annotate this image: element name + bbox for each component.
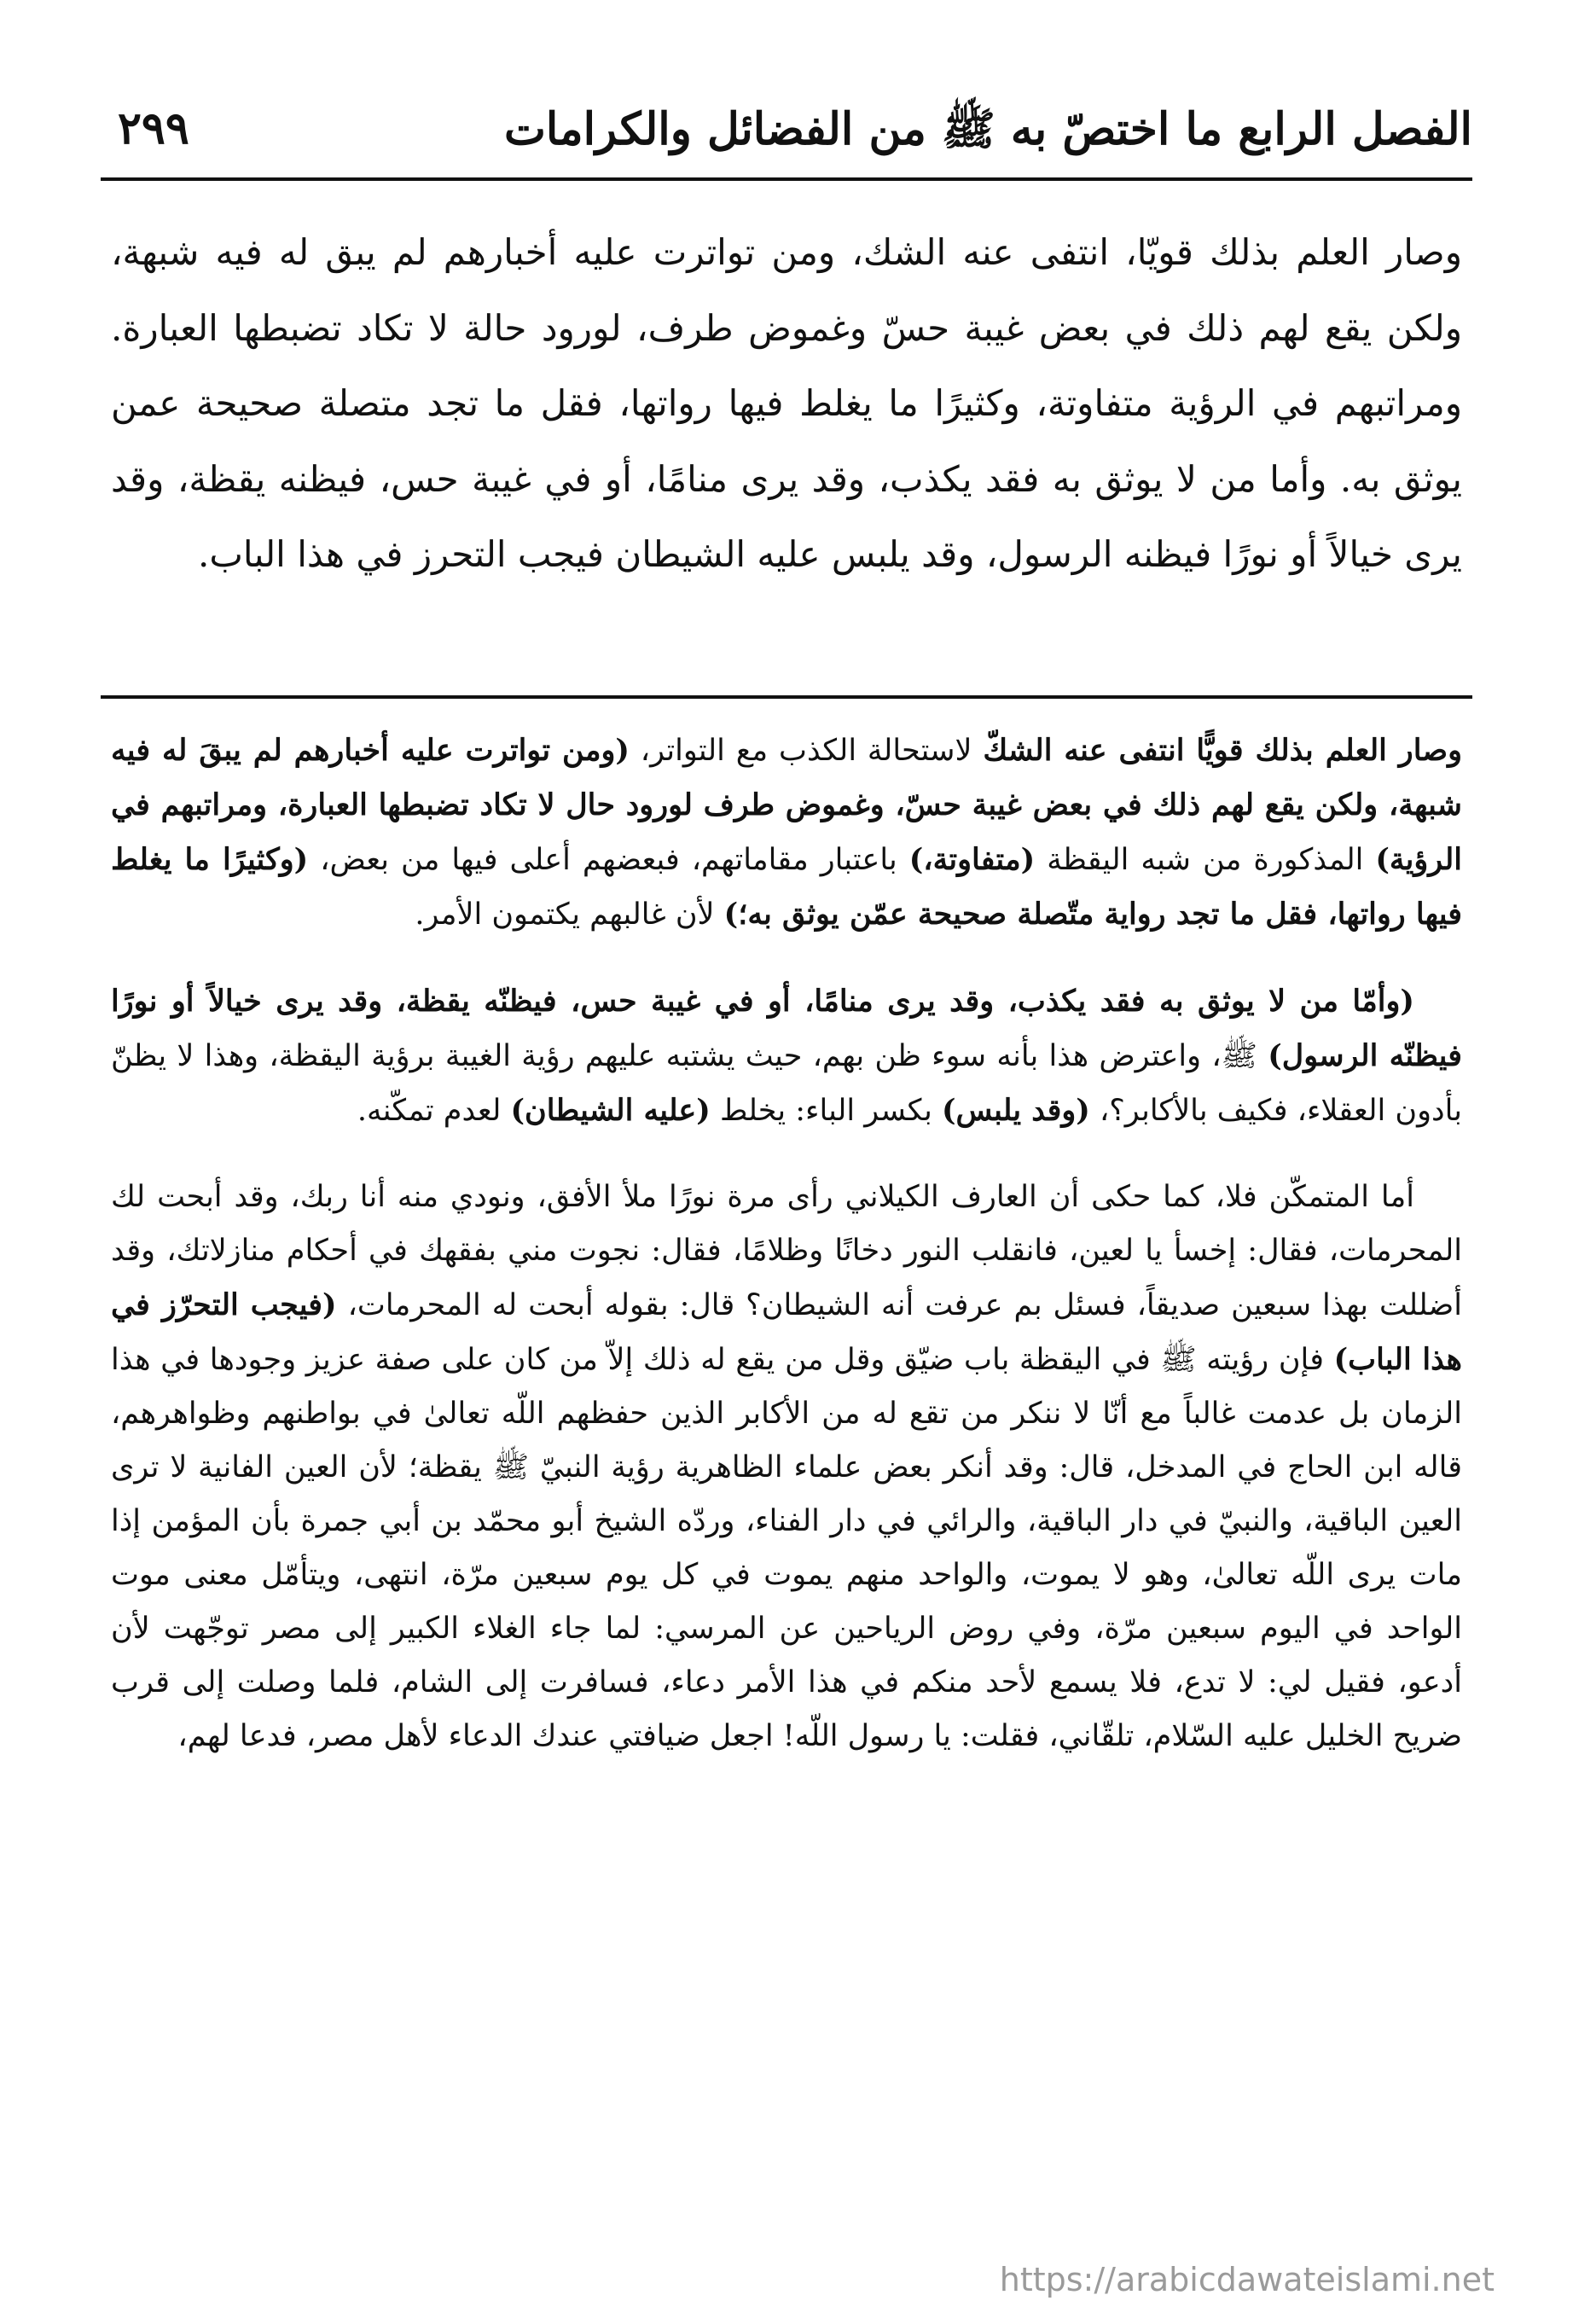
quoted-text-segment: (وكثيرًا ما يغلط فيها رواتها، فقل ما تجد رواية متّصلة صحيحة عمّن يوثق به؛) [111, 842, 1462, 932]
commentary-paragraph-3 [111, 1171, 1462, 1763]
commentary-text-segment: المذكورة من شبه اليقظة [1035, 843, 1376, 877]
commentary-divider [101, 695, 1472, 699]
commentary-paragraph-2 [111, 974, 1462, 1138]
quoted-text-segment: (وأمّا من لا يوثق به فقد يكذب، وقد يرى منامًا، أو في غيبة حس، فيظنّه يقظة، وقد يرى خيالاً أو نورًا فيظنّه الرسول) [111, 984, 1462, 1073]
commentary-text-segment: بكسر الباء: يخلط [710, 1094, 942, 1128]
quoted-text-segment: (متفاوتة،) [908, 842, 1036, 877]
quoted-text-segment: (فيجب التحرّز في هذا الباب) [111, 1287, 1462, 1377]
commentary-text-segment: لعدم تمكّنه. [357, 1094, 511, 1128]
quoted-text-segment: (وقد يلبس) [941, 1093, 1090, 1128]
commentary-text-segment: لأن غالبهم يكتمون الأمر. [415, 898, 724, 932]
main-text: وصار العلم بذلك قويّا، انتفى عنه الشك، ومن تواترت عليه أخبارهم لم يبق له فيه شبهة، ولكن يقع لهم ذلك في بعض غيبة حسّ وغموض طرف، لورود حالة لا تكاد تضبطها العبارة. ومراتبهم في الرؤية متفاوتة، وكثيرًا ما يغلط فيها رواتها، فقل ما تجد متصلة صحيحة عمن يوثق به. وأما من لا يوثق به فقد يكذب، وقد يرى منامًا، أو في غيبة حس، فيظنه يقظة، وقد يرى خيالاً أو نورًا فيظنه الرسول، وقد يلبس عليه الشيطان فيجب التحرز في هذا الباب. [111, 231, 1463, 575]
commentary-text-segment: فإن رؤيته ﷺ في اليقظة باب ضيّق وقل من يقع له ذلك إلاّ من كان على صفة عزيز وجودها في هذا الزمان بل عدمت غالباً مع أنّا لا ننكر من تقع له من الأكابر الذين حفظهم اللّه تعالىٰ في بواطنهم وظواهرهم، قاله ابن الحاج في المدخل، قال: وقد أنكر بعض علماء الظاهرية رؤية النبيّ ﷺ يقظة؛ لأن العين الفانية لا ترى العين الباقية، والنبيّ في دار الباقية، والرائي في دار الفناء، وردّه الشيخ أبو محمّد بن أبي جمرة بأن المؤمن إذا مات يرى اللّه تعالىٰ، وهو لا يموت، والواحد منهم يموت في كل يوم سبعين مرّة، انتهى، ويتأمّل معنى موت الواحد في اليوم سبعين مرّة، وفي روض الرياحين عن المرسي: لما جاء الغلاء الكبير إلى مصر توجّهت لأن أدعو، فقيل لي: لا تدع، فلا يسمع لأحد منكم في هذا الأمر دعاء، فسافرت إلى الشام، فلما وصلت إلى قرب ضريح الخليل عليه السّلام، تلقّاني، فقلت: يا رسول اللّه! اجعل ضيافتي عندك الدعاء لأهل مصر، فدعا لهم، [111, 1343, 1463, 1753]
commentary-text-segment: باعتبار مقاماتهم، فبعضهم أعلى فيها من بعض، [308, 843, 909, 877]
commentary-text-segment: أما المتمكّن فلا، كما حكى أن العارف الكيلاني رأى مرة نورًا ملأ الأفق، ونودي منه أنا ربك، وقد أبحت لك المحرمات، فقال: إخسأ يا لعين، فانقلب النور دخانًا وظلامًا، فقال: نجوت مني بفقهك في أحكام منازلاتك، وقد أضللت بهذا سبعين صديقاً، فسئل بم عرفت أنه الشيطان؟ قال: بقوله أبحت له المحرمات، [111, 1180, 1462, 1322]
quoted-text-segment: وصار العلم بذلك قويًّا انتفى عنه الشكّ [983, 733, 1462, 768]
commentary [111, 723, 1462, 1796]
page-number: ٢٩٩ [118, 102, 189, 154]
chapter-title: الفصل الرابع ما اختصّ به ﷺ من الفضائل والكرامات [503, 103, 1472, 155]
header-divider [101, 177, 1472, 181]
watermark-url: https://arabicdawateislami.net [999, 2261, 1495, 2298]
commentary-text-segment: لاستحالة الكذب مع التواتر، [629, 734, 984, 768]
commentary-text-segment: ﷺ، واعترض هذا بأنه سوء ظن بهم، حيث يشتبه عليهم رؤية الغيبة برؤية اليقظة، وهذا لا يظنّ بأدون العقلاء، فكيف بالأكابر؟، [111, 1039, 1462, 1128]
page-header [101, 85, 1472, 171]
commentary-paragraph-1 [111, 723, 1462, 942]
quoted-text-segment: (ومن تواترت عليه أخبارهم لم يبقَ له فيه شبهة، ولكن يقع لهم ذلك في بعض غيبة حسّ، وغموض طرف لورود حال لا تكاد تضبطها العبارة، ومراتبهم في الرؤية) [111, 733, 1462, 877]
quoted-text-segment: (عليه الشيطان) [510, 1093, 711, 1128]
